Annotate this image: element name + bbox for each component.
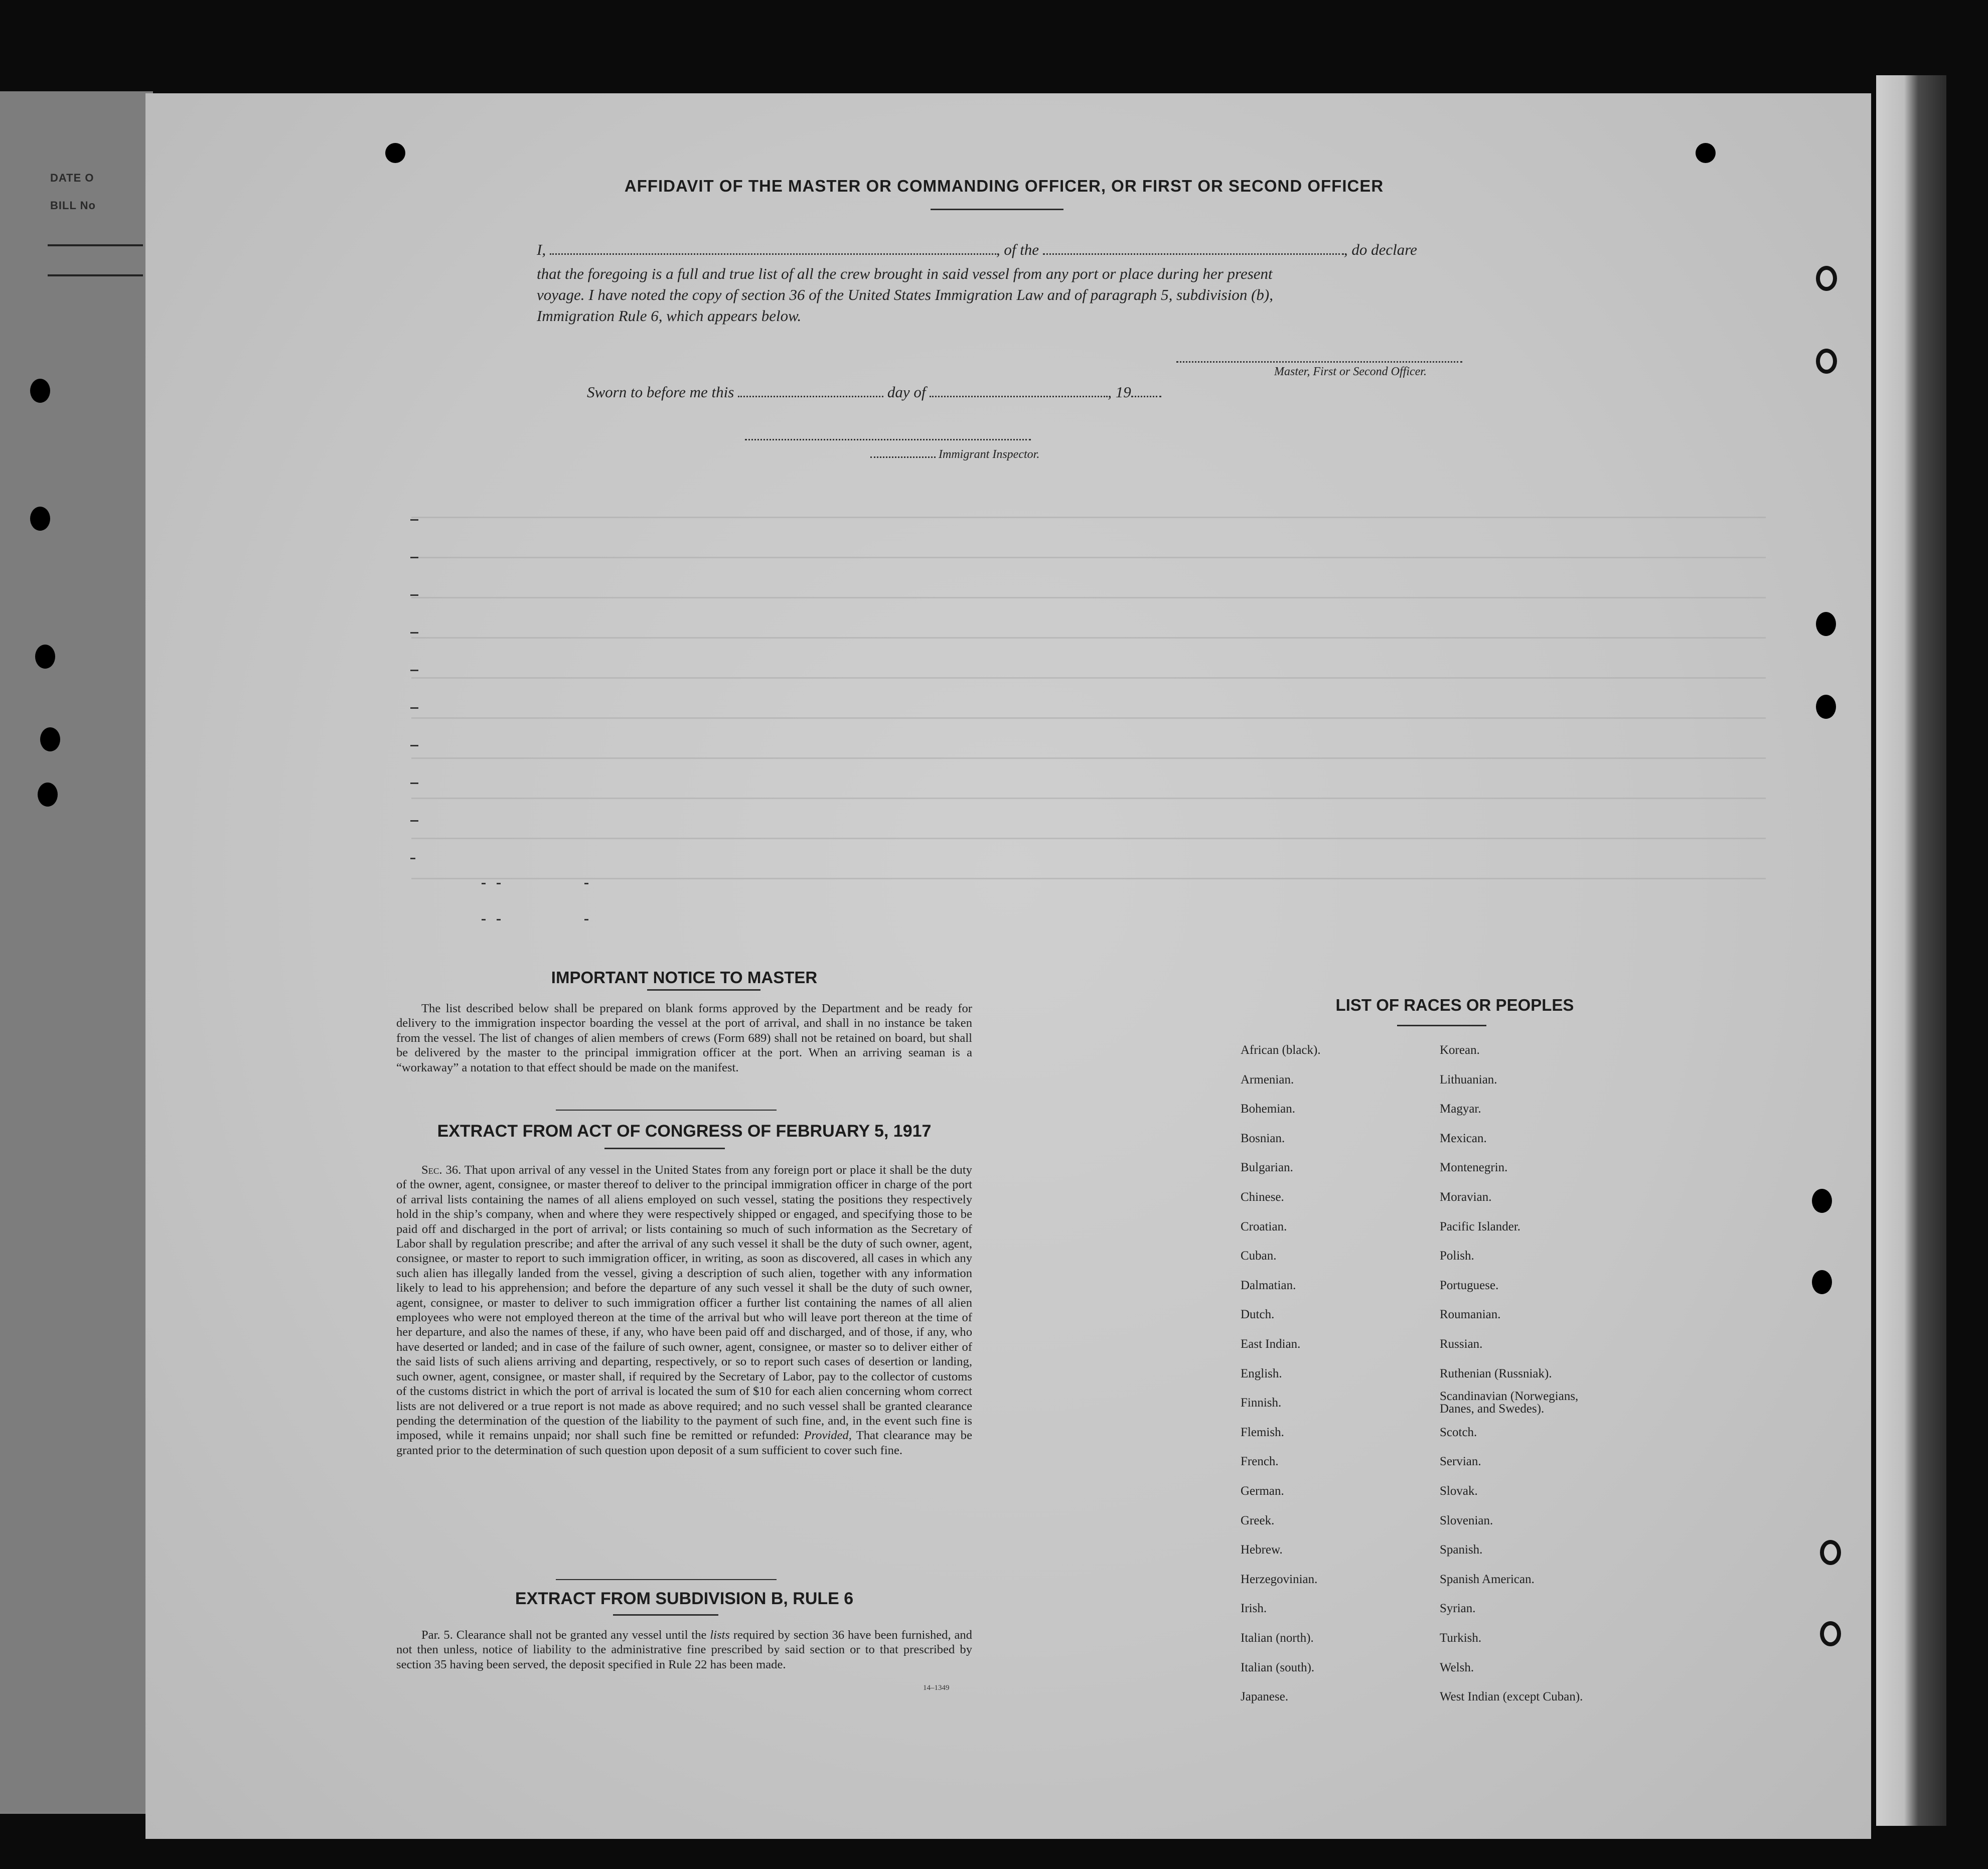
inspector-signature-field[interactable] bbox=[745, 429, 1031, 440]
punch-hole bbox=[1812, 1189, 1832, 1213]
race-item: Syrian. bbox=[1440, 1602, 1476, 1616]
race-item: Polish. bbox=[1440, 1249, 1474, 1263]
underlay-label-bill: BILL No bbox=[50, 199, 96, 212]
par5-start: Par. 5. Clearance shall not be granted any vessel until the bbox=[421, 1628, 707, 1642]
do-declare-label: , do declare bbox=[1343, 241, 1417, 258]
affidavit-line-1 bbox=[537, 241, 1417, 259]
vessel-name-field[interactable] bbox=[1043, 243, 1344, 255]
section-36-body: That upon arrival of any vessel in the United States from any foreign port or place it shall be the duty of the owner, agent, consignee, or master thereof to deliver to the principal immigration officer in charge of the port of arrival lists containing the names of all aliens employed on such vessel, stating the positions they respectively hold in the ship’s company, when and where they were respectively shipped or engaged, and specifying those to be paid off and discharged in the port of arrival; or lists containing so much of such information as the Secretary of Labor shall by regulation prescribe; and after the arrival of any such vessel it shall be the duty of such owner, agent, consignee, or master to report to such immigration officer, in writing, as soon as discovered, all cases in which any such alien has illegally landed from the vessel, giving a description of such alien, together with any information likely to lead to his apprehension; and before the departure of any such vessel it shall be the duty of such owner, agent, consignee, or master to deliver to such immigration officer a further list containing the names of all alien employees who were not employed thereon at the time of the arrival but who will leave port thereon at the time of her departure, and also the names of these, if any, who have been paid off and discharged, and of those, if any, who have deserted or landed; and in case of the failure of such owner, agent, consignee, or master so to deliver either of the said lists of such aliens arriving and departing, respectively, or so to report such cases of desertion or landing, such owner, agent, consignee, or master shall, if required by the Secretary of Labor, pay to the collector of customs of the customs district in which the port of arrival is located the sum of $10 for each alien concerning whom correct lists are not delivered or a true report is not made as above required; and no such vessel shall be granted clearance pending the determination of the question of the liability to the payment of such fine, and, in the event such fine is imposed, while it remains unpaid; nor shall such fine be remitted or refunded: bbox=[396, 1163, 972, 1443]
tick-mark bbox=[584, 883, 588, 884]
race-item: Bohemian. bbox=[1241, 1102, 1296, 1116]
bleed-through-line bbox=[411, 677, 1766, 679]
page-stack-edge bbox=[1876, 75, 1946, 1826]
punch-hole bbox=[385, 143, 405, 163]
bleed-through-line bbox=[411, 798, 1766, 799]
punch-hole bbox=[1820, 1621, 1841, 1646]
par5-end: required by section 36 have been furnished, and not then unless, notice of liability to the administrative fine prescribed by said section or to that prescribed by section 35 having been served, the deposit specified in Rule 22 has been made. bbox=[396, 1628, 972, 1671]
punch-hole bbox=[1816, 612, 1836, 636]
paragraph-5-text bbox=[396, 1628, 972, 1672]
race-item: Bosnian. bbox=[1241, 1131, 1285, 1145]
race-item: Greek. bbox=[1241, 1513, 1275, 1527]
tick-mark bbox=[410, 820, 418, 822]
punch-hole bbox=[1696, 143, 1716, 163]
tick-mark bbox=[497, 883, 501, 884]
tick-mark bbox=[497, 919, 501, 920]
affidavit-line-2: that the foregoing is a full and true list of all the crew brought in said vessel from any port or place during her present bbox=[537, 265, 1273, 282]
underlay-rule bbox=[48, 244, 143, 246]
notice-body: The list described below shall be prepared on blank forms approved by the Department and be ready for delivery to the immigration inspector boarding the vessel at the port of arrival, and shall in no instance be taken from the vessel. The list of changes of alien members of crews (Form 689) shall not be retained on board, but shall be delivered by the master to the principal immigration officer at the port. When an arriving seaman is a “workaway” a notation to that effect should be made on the manifest. bbox=[396, 1002, 972, 1074]
races-title-underline bbox=[1397, 1025, 1486, 1026]
race-item: German. bbox=[1241, 1484, 1284, 1498]
race-item: Finnish. bbox=[1241, 1396, 1282, 1410]
race-item: Spanish American. bbox=[1440, 1572, 1535, 1586]
punch-hole bbox=[30, 507, 50, 531]
race-item: African (black). bbox=[1241, 1043, 1321, 1057]
provided-word: Provided, bbox=[804, 1429, 852, 1443]
race-item: Mexican. bbox=[1440, 1131, 1487, 1145]
inspector-caption: Immigrant Inspector. bbox=[939, 448, 1040, 461]
lists-word: lists bbox=[710, 1628, 730, 1642]
tick-mark bbox=[410, 745, 418, 746]
tick-mark bbox=[482, 883, 486, 884]
bleed-through-line bbox=[411, 637, 1766, 639]
race-item: Dutch. bbox=[1241, 1308, 1275, 1322]
affidavit-title: AFFIDAVIT OF THE MASTER OR COMMANDING OFFICER, OR FIRST OR SECOND OFFICER bbox=[624, 177, 1384, 195]
race-item: Cuban. bbox=[1241, 1249, 1277, 1263]
race-item: Slovenian. bbox=[1440, 1513, 1493, 1527]
race-item: Dalmatian. bbox=[1241, 1278, 1296, 1292]
bleed-through-line bbox=[411, 757, 1766, 759]
race-item: East Indian. bbox=[1241, 1337, 1301, 1351]
punch-hole bbox=[1820, 1540, 1841, 1565]
manifest-back-page bbox=[145, 93, 1871, 1839]
section-divider bbox=[556, 1110, 777, 1111]
section-label: Sec. 36. bbox=[421, 1163, 462, 1177]
race-item: Ruthenian (Russniak). bbox=[1440, 1366, 1552, 1380]
tick-mark bbox=[410, 707, 418, 709]
punch-hole bbox=[1816, 349, 1837, 374]
race-item: Japanese. bbox=[1241, 1690, 1289, 1704]
bleed-through-line bbox=[411, 717, 1766, 719]
race-item: Welsh. bbox=[1440, 1660, 1474, 1674]
race-item: Lithuanian. bbox=[1440, 1072, 1497, 1086]
punch-hole bbox=[35, 645, 55, 669]
race-item: English. bbox=[1241, 1366, 1282, 1380]
punch-hole bbox=[1816, 695, 1836, 719]
race-item: Herzegovinian. bbox=[1241, 1572, 1318, 1586]
master-signature-field[interactable] bbox=[1176, 351, 1462, 363]
race-item: Irish. bbox=[1241, 1602, 1267, 1616]
notice-title-underline bbox=[647, 989, 760, 991]
race-item: Croatian. bbox=[1241, 1219, 1287, 1233]
section-36-end: That clearance may be granted prior to the determination of such question upon deposit of a sum sufficient to cover such fine. bbox=[396, 1429, 972, 1457]
notice-text bbox=[396, 1001, 972, 1075]
punch-hole bbox=[38, 783, 58, 807]
tick-mark bbox=[410, 783, 418, 784]
tick-mark bbox=[482, 919, 486, 920]
punch-hole bbox=[40, 727, 60, 751]
race-item: Chinese. bbox=[1241, 1190, 1284, 1204]
tick-mark bbox=[410, 557, 418, 558]
race-item: Moravian. bbox=[1440, 1190, 1492, 1204]
of-the-label: , of the bbox=[996, 241, 1039, 258]
race-item: Scandinavian (Norwegians, Danes, and Swedes). bbox=[1440, 1389, 1579, 1416]
master-signature-caption: Master, First or Second Officer. bbox=[1274, 365, 1427, 378]
race-item: Russian. bbox=[1440, 1337, 1483, 1351]
tick-mark bbox=[410, 632, 418, 634]
sworn-month-field[interactable] bbox=[930, 386, 1108, 397]
race-item: Servian. bbox=[1440, 1455, 1481, 1469]
sworn-day-field[interactable] bbox=[738, 386, 883, 397]
race-item: Turkish. bbox=[1440, 1631, 1482, 1645]
race-item: Flemish. bbox=[1241, 1425, 1284, 1439]
race-item: Armenian. bbox=[1241, 1072, 1294, 1086]
bleed-through-line bbox=[411, 597, 1766, 598]
sworn-label: Sworn to before me this bbox=[587, 383, 734, 401]
tick-mark bbox=[584, 919, 588, 920]
race-item: Magyar. bbox=[1440, 1102, 1481, 1116]
act-extract-title: EXTRACT FROM ACT OF CONGRESS OF FEBRUARY 5, 1917 bbox=[437, 1122, 932, 1141]
act-title-underline bbox=[604, 1148, 725, 1149]
race-item: Slovak. bbox=[1440, 1484, 1478, 1498]
race-item: Spanish. bbox=[1440, 1543, 1483, 1557]
tick-mark bbox=[410, 519, 418, 521]
declarant-label: I, bbox=[537, 241, 546, 258]
races-title: LIST OF RACES OR PEOPLES bbox=[1335, 996, 1574, 1014]
bleed-through-line bbox=[411, 878, 1766, 879]
rule-title-underline bbox=[613, 1614, 718, 1616]
race-item: Scotch. bbox=[1440, 1425, 1477, 1439]
race-item: Italian (south). bbox=[1241, 1660, 1315, 1674]
bleed-through-line bbox=[411, 557, 1766, 558]
race-item: Italian (north). bbox=[1241, 1631, 1314, 1645]
race-item: Pacific Islander. bbox=[1440, 1219, 1521, 1233]
tick-mark bbox=[410, 670, 418, 671]
day-of-label: day of bbox=[887, 383, 926, 401]
section-36-text bbox=[396, 1163, 972, 1458]
inspector-caption-leader bbox=[870, 446, 936, 458]
bleed-through-line bbox=[411, 517, 1766, 518]
rule-extract-title: EXTRACT FROM SUBDIVISION B, RULE 6 bbox=[515, 1589, 854, 1608]
bleed-through-line bbox=[411, 838, 1766, 839]
punch-hole bbox=[1812, 1270, 1832, 1294]
section-divider bbox=[556, 1579, 777, 1580]
race-item: Portuguese. bbox=[1440, 1278, 1499, 1292]
underlay-label-date: DATE O bbox=[50, 172, 94, 184]
punch-hole bbox=[1816, 266, 1837, 291]
sworn-line bbox=[587, 383, 1161, 401]
affidavit-line-4: Immigration Rule 6, which appears below. bbox=[537, 307, 802, 325]
underlay-rule bbox=[48, 274, 143, 276]
notice-title: IMPORTANT NOTICE TO MASTER bbox=[551, 968, 818, 987]
affidavit-line-3: voyage. I have noted the copy of section 36 of the United States Immigration Law and of paragraph 5, subdivision (b), bbox=[537, 286, 1273, 303]
race-item: French. bbox=[1241, 1455, 1279, 1469]
race-item: Hebrew. bbox=[1241, 1543, 1283, 1557]
sworn-year-field[interactable] bbox=[1131, 386, 1161, 397]
title-rule bbox=[931, 209, 1063, 210]
punch-hole bbox=[30, 379, 50, 403]
inspector-caption-row bbox=[870, 446, 1039, 461]
race-item: Montenegrin. bbox=[1440, 1161, 1508, 1175]
race-item: Korean. bbox=[1440, 1043, 1480, 1057]
form-number: 14–1349 bbox=[923, 1684, 950, 1692]
tick-mark bbox=[410, 594, 418, 596]
race-item: West Indian (except Cuban). bbox=[1440, 1690, 1583, 1704]
year-label: , 19 bbox=[1108, 383, 1131, 401]
race-item: Roumanian. bbox=[1440, 1308, 1501, 1322]
race-item: Bulgarian. bbox=[1241, 1161, 1293, 1175]
underlying-page bbox=[0, 91, 153, 1812]
declarant-name-field[interactable] bbox=[550, 243, 996, 255]
tick-mark bbox=[410, 858, 415, 859]
